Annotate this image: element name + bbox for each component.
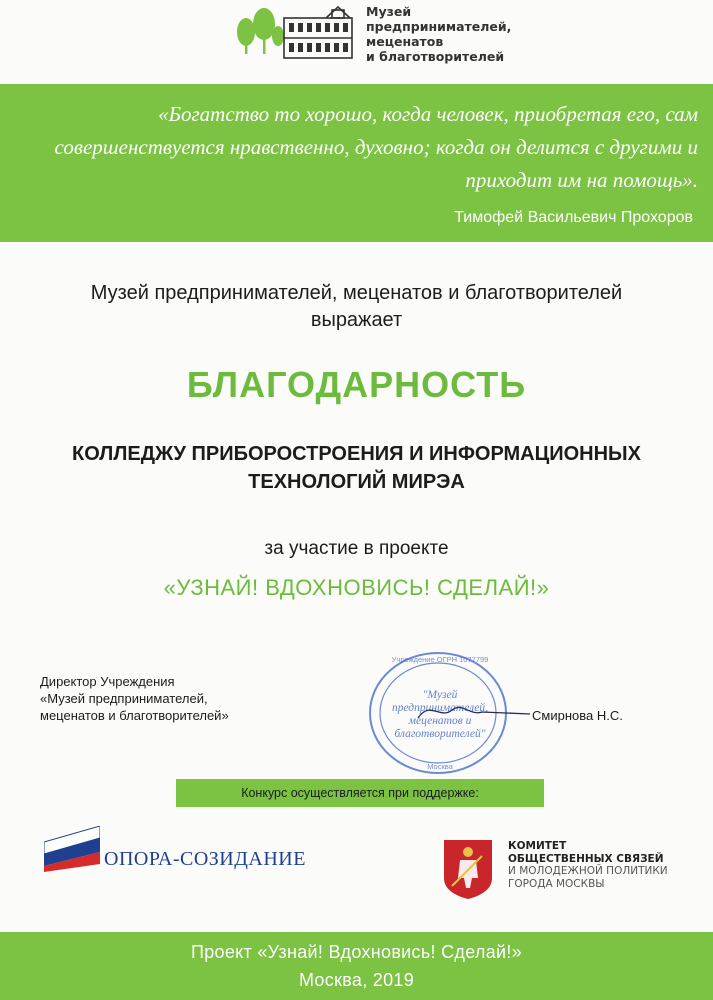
stamp-line: предпринимателей, bbox=[391, 702, 489, 714]
intro-line: выражает bbox=[310, 309, 403, 331]
logo-line: меценатов bbox=[366, 34, 444, 49]
logo-line: Музей bbox=[366, 4, 412, 19]
stamp-line: благотворителей" bbox=[394, 728, 486, 740]
quote-author: Тимофей Васильевич Прохоров bbox=[454, 209, 693, 226]
committee-line: И МОЛОДЕЖНОЙ ПОЛИТИКИ bbox=[508, 865, 668, 877]
stamp-ring-text: Москва bbox=[427, 762, 453, 771]
committee-line: ОБЩЕСТВЕННЫХ СВЯЗЕЙ bbox=[508, 852, 664, 865]
stamp-line: меценатов и bbox=[408, 715, 472, 727]
stamp-ring-text: Учреждение ОГРН 1077799 bbox=[391, 655, 489, 664]
museum-logo-text bbox=[366, 4, 566, 64]
committee-line: ГОРОДА МОСКВЫ bbox=[508, 877, 605, 890]
moscow-emblem-icon bbox=[442, 838, 494, 900]
intro-text bbox=[0, 280, 713, 334]
director-line: «Музей предпринимателей, bbox=[40, 691, 208, 706]
intro-line: Музей предпринимателей, меценатов и благотворителей bbox=[90, 282, 623, 304]
director-title bbox=[40, 673, 340, 724]
director-line: Директор Учреждения bbox=[40, 674, 175, 689]
logo-line: предпринимателей, bbox=[366, 19, 512, 34]
opora-logo-icon bbox=[44, 826, 100, 872]
recipient-line: КОЛЛЕДЖУ ПРИБОРОСТРОЕНИЯ И ИНФОРМАЦИОННЫХ bbox=[72, 443, 641, 465]
museum-logo-building-icon bbox=[280, 4, 356, 60]
support-text: Конкурс осуществляется при поддержке: bbox=[241, 786, 479, 800]
footer-city-year: Москва, 2019 bbox=[298, 970, 415, 990]
quote-text: «Богатство то хорошо, когда человек, приобретая его, сам совершенствуется нравственно, духовно; когда он делится с другими и приходит им на помощь». bbox=[54, 102, 698, 192]
stamp-line: "Музей bbox=[422, 689, 458, 701]
committee-name bbox=[508, 840, 698, 890]
logo-line: и благотворителей bbox=[366, 49, 505, 64]
project-title: «УЗНАЙ! ВДОХНОВИСЬ! СДЕЛАЙ!» bbox=[163, 575, 550, 600]
recipient-line: ТЕХНОЛОГИЙ МИРЭА bbox=[248, 471, 465, 493]
director-line: меценатов и благотворителей» bbox=[40, 708, 229, 723]
reason-text: за участие в проекте bbox=[264, 538, 449, 559]
signer-name: Смирнова Н.С. bbox=[532, 708, 623, 723]
opora-name: ОПОРА-СОЗИДАНИЕ bbox=[104, 848, 306, 870]
headline: БЛАГОДАРНОСТЬ bbox=[186, 364, 527, 405]
committee-line: КОМИТЕТ bbox=[508, 840, 567, 852]
recipient bbox=[0, 440, 713, 496]
footer-project: Проект «Узнай! Вдохновись! Сделай!» bbox=[190, 942, 523, 962]
